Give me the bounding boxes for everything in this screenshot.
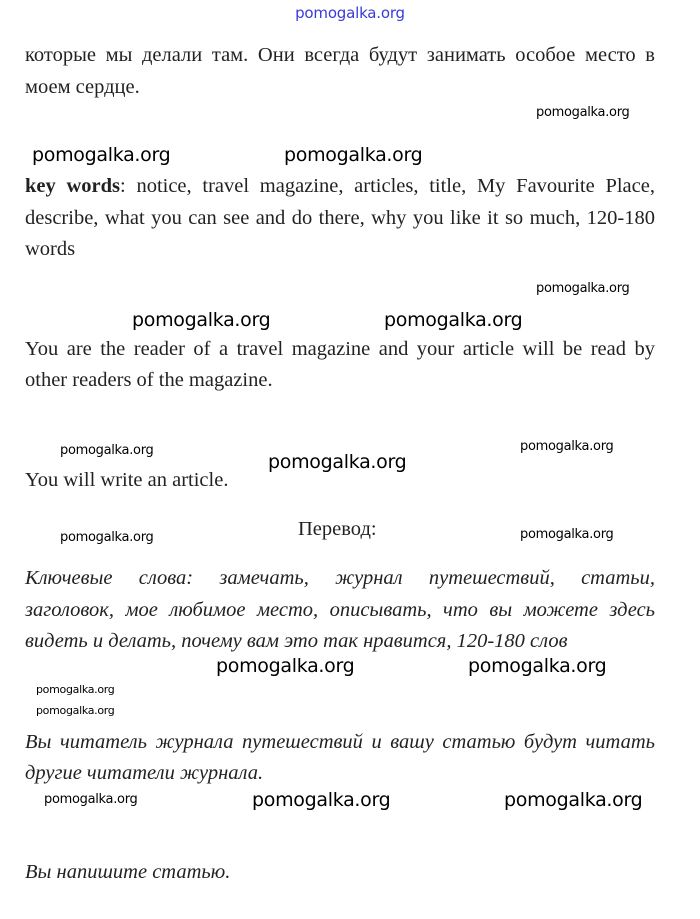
text-line: видеть и делать, почему вам это так нравится, 120-180 слов: [25, 630, 568, 652]
text-line: You are the reader of a travel magazine and your article will be read by: [25, 338, 655, 360]
watermark: pomogalka.org: [520, 439, 614, 454]
text-line: которые мы делали там. Они всегда будут занимать особое место в: [25, 44, 655, 66]
key-words-label: key words: [25, 175, 121, 197]
watermark: pomogalka.org: [520, 527, 614, 542]
text-line: describe, what you can see and do there, why you like it so much, 120-180: [25, 207, 655, 229]
key-words-line: [25, 174, 655, 198]
watermark: pomogalka.org: [132, 309, 271, 331]
watermark: pomogalka.org: [536, 105, 630, 120]
watermark: pomogalka.org: [468, 655, 607, 677]
text-line: Вы читатель журнала путешествий и вашу статью будут читать: [25, 731, 655, 753]
watermark: pomogalka.org: [268, 451, 407, 473]
watermark: pomogalka.org: [36, 683, 115, 696]
watermark: pomogalka.org: [284, 144, 423, 166]
text-line: моем сердце.: [25, 76, 140, 98]
watermark: pomogalka.org: [252, 789, 391, 811]
key-words-text: : notice, travel magazine, articles, title, My Favourite Place,: [120, 175, 655, 197]
translation-heading: Перевод:: [298, 518, 377, 540]
text-line: words: [25, 238, 76, 260]
text-line: Ключевые слова: замечать, журнал путешествий, статьи,: [25, 567, 655, 589]
watermark: pomogalka.org: [504, 789, 643, 811]
watermark: pomogalka.org: [44, 792, 138, 807]
text-line: other readers of the magazine.: [25, 369, 273, 391]
watermark: pomogalka.org: [32, 144, 171, 166]
header-watermark[interactable]: pomogalka.org: [295, 4, 405, 22]
watermark: pomogalka.org: [216, 655, 355, 677]
watermark: pomogalka.org: [384, 309, 523, 331]
watermark: pomogalka.org: [60, 530, 154, 545]
task-line: You will write an article.: [25, 469, 229, 491]
text-line: другие читатели журнала.: [25, 762, 264, 784]
watermark: pomogalka.org: [536, 281, 630, 296]
task-line: Вы напишите статью.: [25, 861, 231, 883]
watermark: pomogalka.org: [60, 443, 154, 458]
text-line: заголовок, мое любимое место, описывать, что вы можете здесь: [25, 599, 655, 621]
watermark: pomogalka.org: [36, 704, 115, 717]
